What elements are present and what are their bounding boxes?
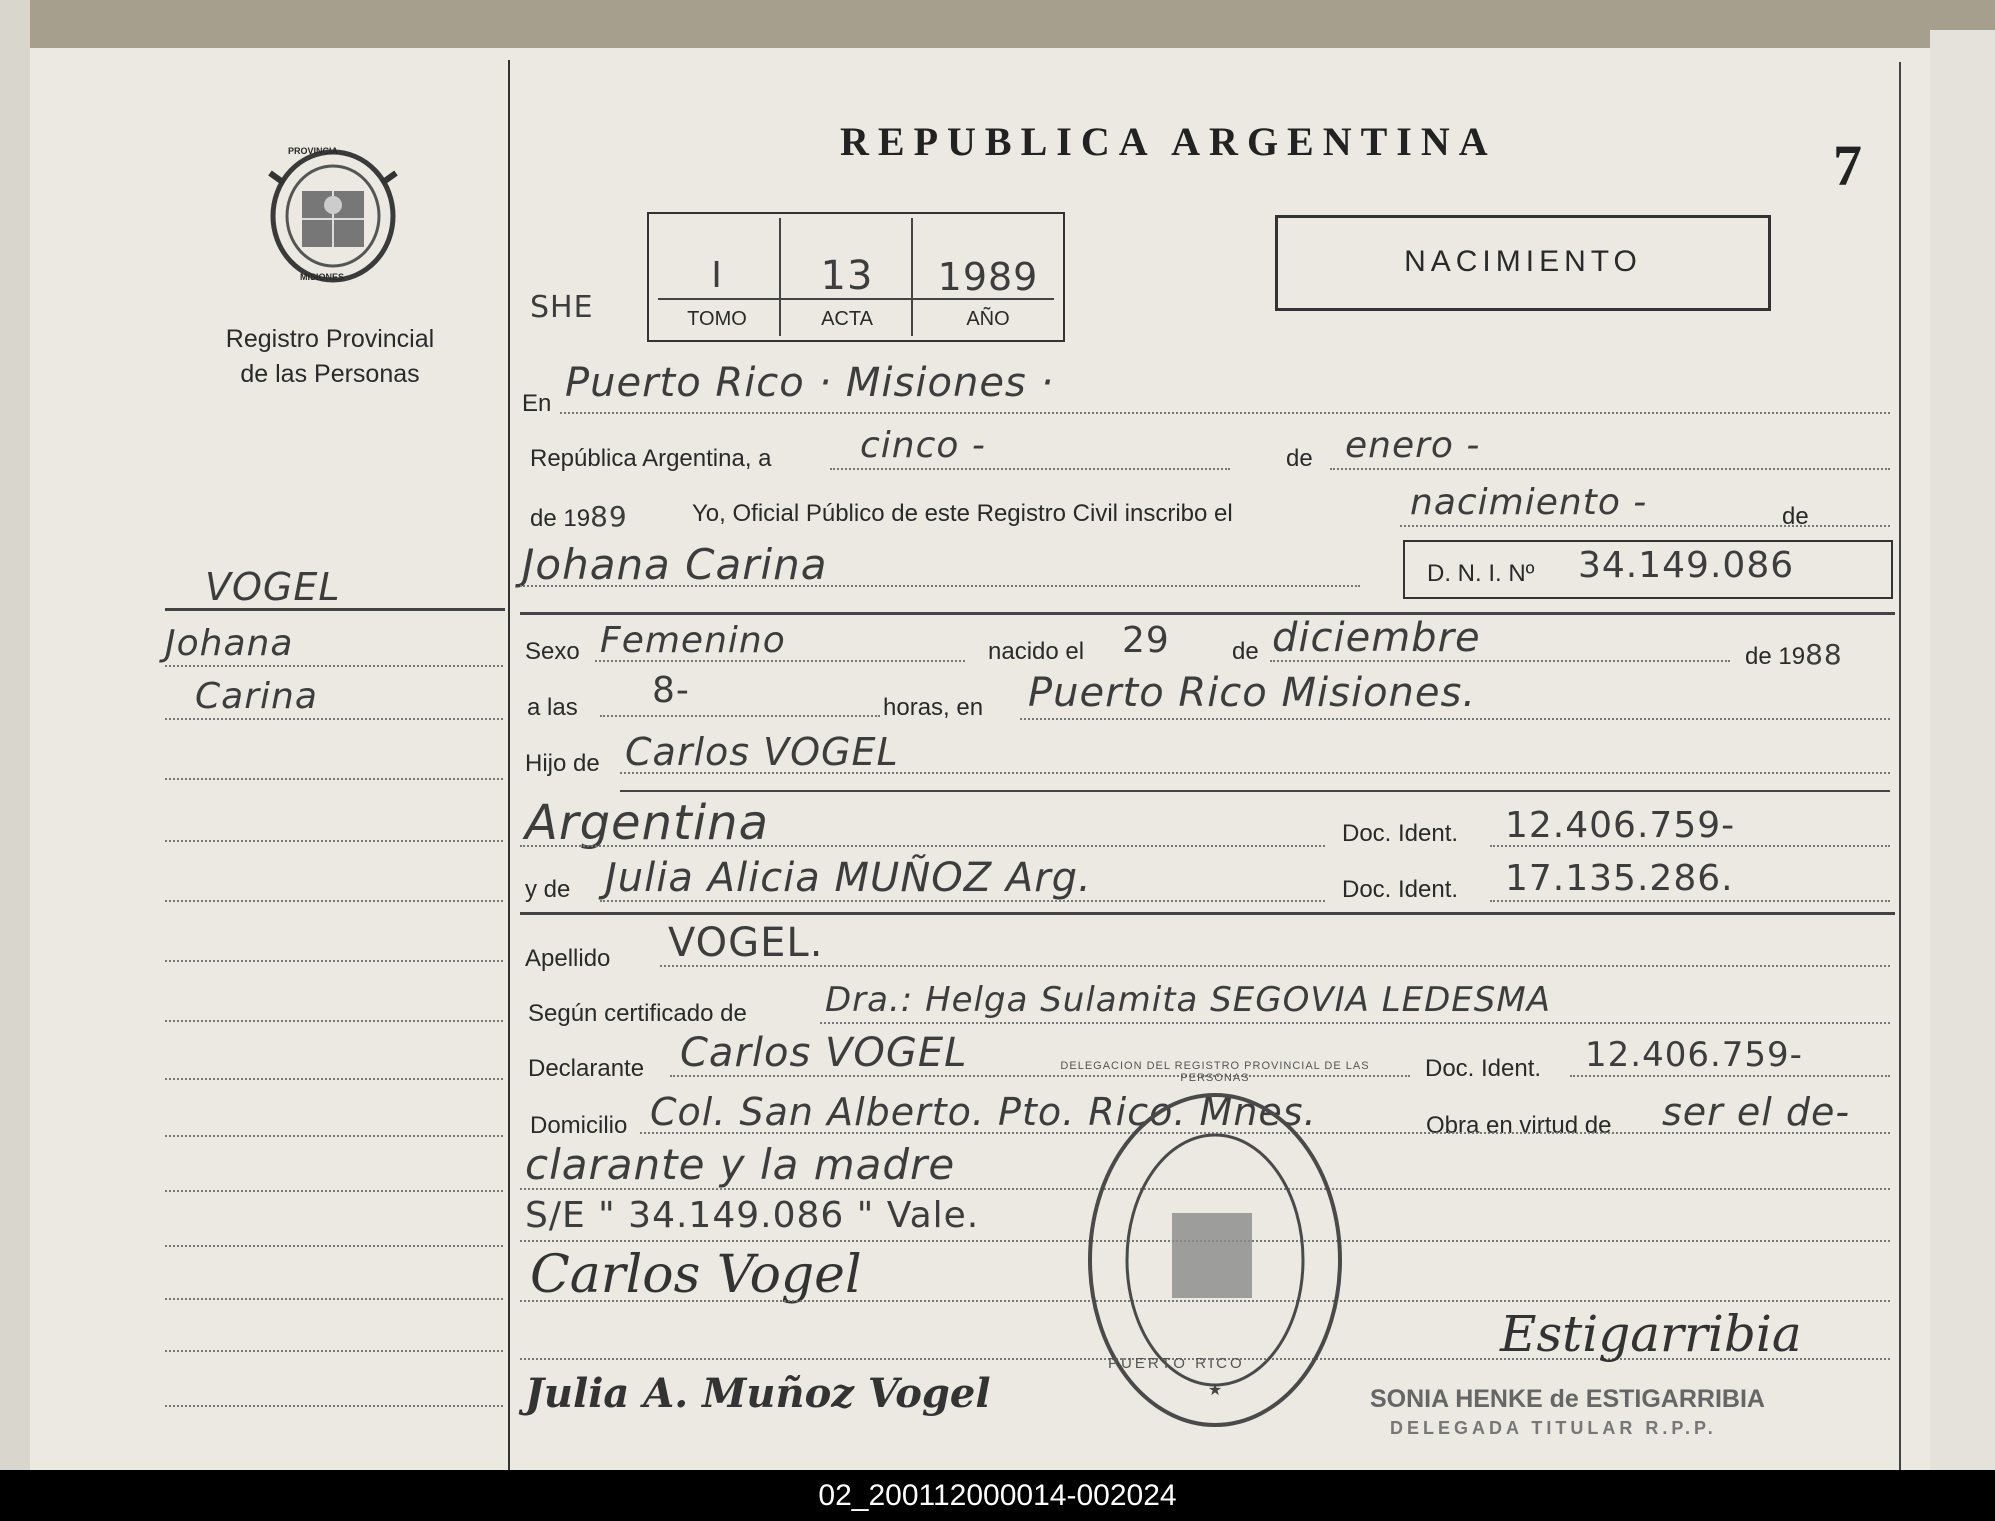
mother-doc: 17.135.286. xyxy=(1505,858,1734,899)
rep-arg-label: República Argentina, a xyxy=(530,445,772,472)
page-number: 7 xyxy=(1833,133,1862,198)
dotline xyxy=(660,965,1890,967)
stub-underline xyxy=(165,608,505,611)
witness-signature: Julia A. Muñoz Vogel xyxy=(525,1370,991,1417)
stub-dotline xyxy=(165,665,503,667)
doctor-value: Dra.: Helga Sulamita SEGOVIA LEDESMA xyxy=(825,980,1551,1020)
dotline xyxy=(595,660,965,662)
de-label: de xyxy=(1286,445,1313,472)
sexo-label: Sexo xyxy=(525,638,580,665)
birth-year: 88 xyxy=(1805,638,1843,671)
dotline xyxy=(1490,900,1890,902)
section-rule xyxy=(520,912,1895,915)
dotline xyxy=(520,845,1325,847)
father-doc: 12.406.759- xyxy=(1505,805,1736,846)
de-year-prefix: de 19 xyxy=(530,505,591,532)
registry-line-2: de las Personas xyxy=(240,360,420,388)
stub-dotline xyxy=(165,840,503,842)
section-rule xyxy=(620,790,1890,792)
stub-dotline xyxy=(165,1190,503,1192)
stub-name-1: Johana xyxy=(165,623,294,664)
svg-text:★: ★ xyxy=(1207,1382,1223,1399)
stub-dotline xyxy=(165,1350,503,1352)
stub-dotline xyxy=(165,1078,503,1080)
acta-label: ACTA xyxy=(821,308,873,330)
provincial-seal-icon xyxy=(262,143,404,289)
tomo-label: TOMO xyxy=(687,308,747,330)
birth-day: 29 xyxy=(1122,620,1170,661)
mother-name: Julia Alicia MUÑOZ Arg. xyxy=(605,855,1092,901)
dotline xyxy=(1400,525,1890,527)
record-divider xyxy=(911,218,913,336)
she-mark: SHE xyxy=(530,290,594,325)
obra-label: Obra en virtud de xyxy=(1426,1112,1612,1139)
country-title: REPUBLICA ARGENTINA xyxy=(840,119,1497,164)
apellido-label: Apellido xyxy=(525,945,611,972)
place-value: Puerto Rico · Misiones · xyxy=(565,360,1055,406)
father-nationality: Argentina xyxy=(525,795,769,851)
officer-name: SONIA HENKE de ESTIGARRIBIA xyxy=(1370,1385,1765,1413)
tomo-value: I xyxy=(711,255,723,296)
declarant-signature: Carlos Vogel xyxy=(530,1245,862,1305)
registry-line-1: Registro Provincial xyxy=(225,325,435,353)
correction-note: S/E " 34.149.086 " Vale. xyxy=(525,1195,980,1236)
section-rule xyxy=(520,612,1895,615)
stub-dotline xyxy=(165,900,503,902)
de3-label: de xyxy=(1232,638,1259,665)
hijo-de-label: Hijo de xyxy=(525,750,600,777)
record-divider xyxy=(779,218,781,336)
dotline xyxy=(520,585,1360,587)
stub-surname: VOGEL xyxy=(205,565,341,609)
dni-value: 34.149.086 xyxy=(1578,545,1795,586)
acta-value: 13 xyxy=(820,253,874,299)
officer-signature: Estigarribia xyxy=(1500,1305,1802,1363)
a-las-label: a las xyxy=(527,694,578,721)
en-label: En xyxy=(522,390,552,417)
reason-1: ser el de- xyxy=(1662,1090,1851,1134)
surname-value: VOGEL. xyxy=(668,920,824,966)
book-spine xyxy=(0,0,30,1470)
child-name: Johana Carina xyxy=(522,540,828,589)
dotline xyxy=(1020,718,1890,720)
stub-dotline xyxy=(165,1245,503,1247)
declarant-doc-label: Doc. Ident. xyxy=(1425,1055,1542,1082)
segun-label: Según certificado de xyxy=(528,1000,747,1027)
stub-dotline xyxy=(165,718,503,720)
declarante-label: Declarante xyxy=(528,1055,645,1082)
birth-place: Puerto Rico Misiones. xyxy=(1028,670,1477,716)
dotline xyxy=(1330,468,1890,470)
dotline xyxy=(600,715,880,717)
dotline xyxy=(1490,845,1890,847)
birth-month: diciembre xyxy=(1272,615,1481,661)
declarant-doc: 12.406.759- xyxy=(1585,1035,1803,1075)
stub-dotline xyxy=(165,1020,503,1022)
mother-doc-label: Doc. Ident. xyxy=(1342,876,1459,903)
anio-value: 1989 xyxy=(937,255,1039,299)
domicilio-label: Domicilio xyxy=(530,1112,628,1139)
image-id-caption: 02_200112000014-002024 xyxy=(0,1470,1995,1521)
registry-label xyxy=(200,322,460,392)
stub-dotline xyxy=(165,778,503,780)
dni-label: D. N. I. Nº xyxy=(1427,560,1535,587)
declarant-name: Carlos VOGEL xyxy=(680,1030,968,1076)
stub-dotline xyxy=(165,1135,503,1137)
reason-2: clarante y la madre xyxy=(525,1140,956,1189)
father-name: Carlos VOGEL xyxy=(625,730,899,774)
de-year-label xyxy=(530,500,628,533)
dotline xyxy=(620,772,1890,774)
stub-dotline xyxy=(165,1298,503,1300)
right-margin-line xyxy=(1899,62,1901,1470)
sex-value: Femenino xyxy=(600,620,786,661)
act-value: nacimiento - xyxy=(1410,482,1648,523)
father-doc-label: Doc. Ident. xyxy=(1342,820,1459,847)
dotline xyxy=(1570,1075,1890,1077)
yo-text: Yo, Oficial Público de este Registro Civil inscribo el xyxy=(692,500,1233,527)
stub-divider xyxy=(508,60,510,1470)
day-value: cinco - xyxy=(860,425,986,466)
de2-label: de xyxy=(1782,503,1809,530)
dotline xyxy=(600,900,1325,902)
stamp-inner-text: PUERTO RICO xyxy=(1108,1355,1245,1372)
seal-top-text: PROVINCIA xyxy=(288,146,339,156)
month-value: enero - xyxy=(1345,425,1481,466)
y-de-label: y de xyxy=(525,876,571,903)
address-value: Col. San Alberto. Pto. Rico. Mnes. xyxy=(650,1090,1317,1134)
nacido-label: nacido el xyxy=(988,638,1085,665)
dotline xyxy=(1270,660,1730,662)
horas-label: horas, en xyxy=(883,694,984,721)
dotline xyxy=(820,1022,1890,1024)
dotline xyxy=(560,412,1890,414)
seal-bottom-text: MISIONES xyxy=(300,272,345,282)
stub-dotline xyxy=(165,1405,503,1407)
official-stamp-icon xyxy=(1080,1085,1350,1435)
stub-dotline xyxy=(165,960,503,962)
stamp-ring-text: DELEGACION DEL REGISTRO PROVINCIAL DE LAS PERSONAS xyxy=(1060,1060,1370,1084)
de19-label xyxy=(1745,638,1843,671)
year-suffix: 89 xyxy=(590,500,628,533)
type-label: NACIMIENTO xyxy=(1404,245,1642,278)
officer-title: DELEGADA TITULAR R.P.P. xyxy=(1390,1418,1717,1438)
hour-value: 8- xyxy=(652,670,690,711)
de19-prefix: de 19 xyxy=(1745,643,1806,670)
dotline xyxy=(830,468,1230,470)
anio-label: AÑO xyxy=(966,308,1010,330)
stub-name-2: Carina xyxy=(195,676,318,717)
page-edge xyxy=(1930,30,1995,1470)
